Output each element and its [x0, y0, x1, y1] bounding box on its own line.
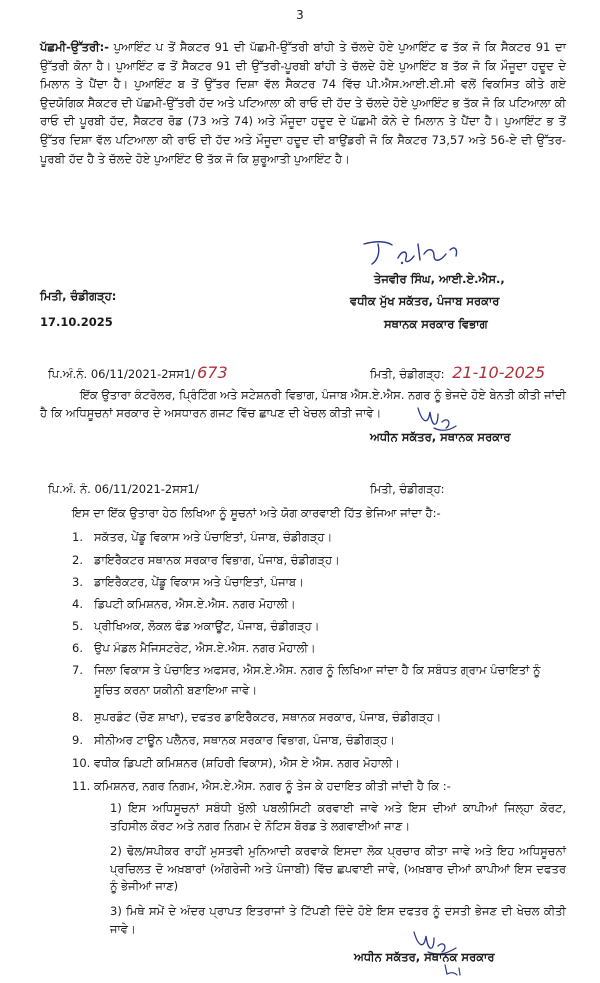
- endorsement-1-ref: [48, 363, 228, 382]
- boundary-description: [40, 38, 566, 168]
- sub-item-3: 3) ਮਿਥੇ ਸਮੇਂ ਦੇ ਅੰਦਰ ਪ੍ਰਾਪਤ ਇਤਰਾਜਾਂ ਤੇ ਟਿੱਪਣੀ ਦਿੰਦੇ ਹੋਏ ਇਸ ਦਫਤਰ ਨੂੰ ਦਸਤੀ ਭੇਜਣ ਦੀ ਖੇਚਲ ਕੀਤੀ ਜਾਵੇ।: [110, 904, 566, 936]
- endorsement-2-ref: ਪਿ.ਅੰ. ਨੰ. 06/11/2021-2ਸਸ1/: [48, 482, 199, 496]
- signature-1-handwriting: [358, 236, 468, 270]
- list-item: 9. ਸੀਨੀਅਰ ਟਾਊਨ ਪਲੈਨਰ, ਸਥਾਨਕ ਸਰਕਾਰ ਵਿਭਾਗ, ਪੰਜਾਬ, ਚੰਡੀਗੜ੍ਹ।: [72, 733, 395, 747]
- list-item: 10. ਵਧੀਕ ਡਿਪਟੀ ਕਮਿਸ਼ਨਰ (ਸ਼ਹਿਰੀ ਵਿਕਾਸ), ਐਸ ਏ ਐਸ. ਨਗਰ ਮੋਹਾਲੀ।: [72, 756, 401, 770]
- list-item: 4. ਡਿਪਟੀ ਕਮਿਸ਼ਨਰ, ਐਸ.ਏ.ਐਸ. ਨਗਰ ਮੋਹਾਲੀ।: [72, 597, 296, 611]
- list-item: 8. ਸੁਪਰਡੰਟ (ਚੋਣ ਸ਼ਾਖਾ), ਦਫਤਰ ਡਾਇਰੈਕਟਰ, ਸਥਾਨਕ ਸਰਕਾਰ, ਪੰਜਾਬ, ਚੰਡੀਗੜ੍ਹ।: [72, 710, 442, 724]
- endorsement-1-date-label: ਮਿਤੀ, ਚੰਡੀਗੜ੍ਹ:: [370, 367, 445, 381]
- list-item: 6. ਉਪ ਮੰਡਲ ਮੈਜਿਸਟਰੇਟ, ਐਸ.ਏ.ਐਸ. ਨਗਰ ਮੋਹਾਲੀ।: [72, 641, 316, 655]
- signatory-1-dept: ਸਥਾਨਕ ਸਰਕਾਰ ਵਿਭਾਗ: [384, 317, 488, 331]
- list-item-continuation: ਸੂਚਿਤ ਕਰਨਾ ਯਕੀਨੀ ਬਣਾਇਆ ਜਾਵੇ।: [94, 683, 258, 697]
- boundary-lead: ਪੱਛਮੀ-ਉੱਤਰੀ:-: [40, 40, 109, 54]
- list-item: 3. ਡਾਇਰੈਕਟਰ, ਪੇਂਡੂ ਵਿਕਾਸ ਅਤੇ ਪੰਚਾਇਤਾਂ, ਪੰਜਾਬ।: [72, 575, 304, 589]
- list-item: 5. ਪ੍ਰੀਖਿਅਕ, ਲੋਕਲ ਫੰਡ ਅਕਾਊਂਟ, ਪੰਜਾਬ, ਚੰਡੀਗੜ੍ਹ।: [72, 619, 320, 633]
- list-item: 7. ਜਿਲਾ ਵਿਕਾਸ ਤੇ ਪੰਚਾਇਤ ਅਫਸਰ, ਐਸ.ਏ.ਐਸ. ਨਗਰ ਨੂੰ ਲਿਖਿਆ ਜਾਂਦਾ ਹੈ ਕਿ ਸਬੰਧਤ ਗ੍ਰਾਮ ਪੰਚਾਇਤਾਂ ਨੂੰ: [72, 663, 541, 677]
- endorsement-1-date-value: 21-10-2025: [452, 363, 546, 382]
- endorsement-2-intro: ਇਸ ਦਾ ਇੱਕ ਉਤਾਰਾ ਹੇਠ ਲਿਖਿਆ ਨੂੰ ਸੂਚਨਾਂ ਅਤੇ ਯੋਗ ਕਾਰਵਾਈ ਹਿੱਤ ਭੇਜਿਆ ਜਾਂਦਾ ਹੈ:-: [72, 506, 441, 520]
- page-number: 3: [296, 8, 304, 22]
- sub-item-2: 2) ਢੋਲ/ਸਪੀਕਰ ਰਾਹੀਂ ਮੁਸਤਵੀ ਮੁਨਿਆਦੀ ਕਰਵਾਕੇ ਇਸਦਾ ਲੋਕ ਪ੍ਰਚਾਰ ਕੀਤਾ ਜਾਵੇ ਅਤੇ ਇਹ ਅਧਿਸੂਚਨਾਂ ਪ੍ਰਚਿਲਤ ਦੋ ਅਖ਼ਬਾਰਾਂ (ਅੰਗਰੇਜੀ ਅਤੇ ਪੰਜਾਬੀ) ਵਿੱਚ ਛਪਵਾਈ ਜਾਵੇ, (ਅਖ਼ਬਾਰ ਦੀਆਂ ਕਾਪੀਆਂ ਇਸ ਦਫਤਰ ਨੂੰ ਭੇਜੀਆਂ ਜਾਣ): [110, 844, 566, 893]
- endorsement-1-ref-number: 673: [197, 363, 228, 382]
- sub-item-1: 1) ਇਸ ਅਧਿਸੂਚਨਾਂ ਸਬੰਧੀ ਖੁੱਲੀ ਪਬਲੀਸਿਟੀ ਕਰਵਾਈ ਜਾਵੇ ਅਤੇ ਇਸ ਦੀਆਂ ਕਾਪੀਆਂ ਜਿਲ੍ਹਾ ਕੋਰਟ, ਤਹਿਸੀਲ ਕੋਰਟ ਅਤੇ ਨਗਰ ਨਿਗਮ ਦੇ ਨੋਟਿਸ ਬੋਰਡ ਤੇ ਲਗਵਾਈਆਂ ਜਾਣ।: [110, 801, 566, 833]
- notification-date: 17.10.2025: [40, 315, 113, 329]
- list-item: 11. ਕਮਿਸ਼ਨਰ, ਨਗਰ ਨਿਗਮ, ਐਸ.ਏ.ਐਸ. ਨਗਰ ਨੂੰ ਤੇਜ ਕੇ ਹਦਾਇਤ ਕੀਤੀ ਜਾਂਦੀ ਹੈ ਕਿ :-: [72, 779, 451, 793]
- signatory-1-title: ਵਧੀਕ ਮੁੱਖ ਸਕੱਤਰ, ਪੰਜਾਬ ਸਰਕਾਰ: [350, 294, 500, 308]
- list-item: 2. ਡਾਇਰੈਕਟਰ ਸਥਾਨਕ ਸਰਕਾਰ ਵਿਭਾਗ, ਪੰਜਾਬ, ਚੰਡੀਗੜ੍ਹ।: [72, 553, 340, 567]
- endorsement-1-date: [370, 363, 545, 382]
- endorsement-1-ref-text: ਪਿ.ਅੰ.ਨੰ. 06/11/2021-2ਸਸ1/: [48, 367, 196, 381]
- endorsement-1-text: ਇੱਕ ਉਤਾਰਾ ਕੰਟਰੋਲਰ, ਪ੍ਰਿੰਟਿੰਗ ਅਤੇ ਸਟੇਸ਼ਨਰੀ ਵਿਭਾਗ, ਪੰਜਾਬ ਐਸ.ਏ.ਐਸ. ਨਗਰ ਨੂੰ ਭੇਜਦੇ ਹੋਏ ਬੇਨਤੀ ਕੀਤੀ ਜਾਂਦੀ ਹੈ ਕਿ ਅਧਿਸੂਚਨਾਂ ਸਰਕਾਰ ਦੇ ਅਸਧਾਰਨ ਗਜਟ ਵਿੱਚ ਛਾਪਣ ਦੀ ਖੇਚਲ ਕੀਤੀ ਜਾਵੇ।: [40, 388, 566, 420]
- list-item: 1. ਸਕੱਤਰ, ਪੇਂਡੂ ਵਿਕਾਸ ਅਤੇ ਪੰਚਾਇਤਾਂ, ਪੰਜਾਬ, ਚੰਡੀਗੜ੍ਹ।: [72, 530, 333, 544]
- endorsement-2-date-label: ਮਿਤੀ, ਚੰਡੀਗੜ੍ਹ:: [370, 482, 445, 496]
- endorsement-1-signatory: ਅਧੀਨ ਸਕੱਤਰ, ਸਥਾਨਕ ਸਰਕਾਰ: [370, 430, 511, 444]
- place-date-label: ਮਿਤੀ, ਚੰਡੀਗੜ੍ਹ:: [40, 289, 117, 303]
- endorsement-2-signatory: ਅਧੀਨ ਸਕੱਤਰ, ਸਥਾਨਕ ਸਰਕਾਰ: [354, 950, 495, 964]
- initials-mark: [442, 962, 466, 978]
- boundary-text: ਪੁਆਇੰਟ ਪ ਤੋਂ ਸੈਕਟਰ 91 ਦੀ ਪੱਛਮੀ-ਉੱਤਰੀ ਬਾਂਹੀ ਤੇ ਚੱਲਦੇ ਹੋਏ ਪੁਆਇੰਟ ਫ ਤੱਕ ਜੋ ਕਿ ਸੈਕਟਰ 91 ਦਾ ਉੱਤਰੀ ਕੋਨਾ ਹੈ। ਪੁਆਇੰਟ ਫ ਤੋਂ ਸੈਕਟਰ 91 ਦੀ ਉੱਤਰੀ-ਪੂਰਬੀ ਬਾਂਹੀ ਤੇ ਚੱਲਦੇ ਹੋਏ ਪੁਆਇੰਟ ਬ ਤੱਕ ਜੋ ਕਿ ਮੌਜੂਦਾ ਹਦੂਦ ਦੇ ਮਿਲਾਨ ਤੇ ਪੈਂਦਾ ਹੈ। ਪੁਆਇੰਟ ਬ ਤੋਂ ਉੱਤਰ ਦਿਸ਼ਾ ਵੱਲ ਸੈਕਟਰ 74 ਵਿੱਚ ਪੀ.ਐਸ.ਆਈ.ਈ.ਸੀ ਵਲੋਂ ਵਿਕਸਿਤ ਕੀਤੇ ਗਏ ਉਦਯੋਗਿਕ ਸੈਕਟਰ ਦੀ ਪੱਛਮੀ-ਉੱਤਰੀ ਹੱਦ ਅਤੇ ਪਟਿਆਲਾ ਕੀ ਰਾਓ ਦੀ ਹੱਦ ਤੇ ਚੱਲਦੇ ਹੋਏ ਪੁਆਇੰਟ ਭ ਤੱਕ ਜੋ ਕਿ ਪਟਿਆਲਾ ਕੀ ਰਾਓ ਦੀ ਪੂਰਬੀ ਹੱਦ, ਸੈਕਟਰ ਰੋਡ (73 ਅਤੇ 74) ਅਤੇ ਮੌਜੂਦਾ ਹਦੂਦ ਦੇ ਪੱਛਮੀ ਕੋਨੇ ਦੇ ਮਿਲਾਨ ਤੇ ਪੈਂਦਾ ਹੈ। ਪੁਆਇੰਟ ਭ ਤੋਂ ਉੱਤਰ ਦਿਸ਼ਾ ਵੱਲ ਪਟਿਆਲਾ ਕੀ ਰਾਓ ਦੀ ਹੱਦ ਅਤੇ ਮੌਜੂਦਾ ਹਦੂਦ ਦੀ ਬਾਉਂਡਰੀ ਜੋ ਕਿ ਸੈਕਟਰ 73,57 ਅਤੇ 56-ਏ ਦੀ ਉੱਤਰ-ਪੂਰਬੀ ਹੱਦ ਹੈ ਤੇ ਚੱਲਦੇ ਹੋਏ ਪੁਆਇੰਟ ੳ ਤੱਕ ਜੋ ਕਿ ਸ਼ੁਰੂਆਤੀ ਪੁਆਇੰਟ ਹੈ।: [40, 40, 566, 166]
- signatory-1-name: ਤੇਜਵੀਰ ਸਿੰਘ, ਆਈ.ਏ.ਐਸ.,: [374, 272, 505, 286]
